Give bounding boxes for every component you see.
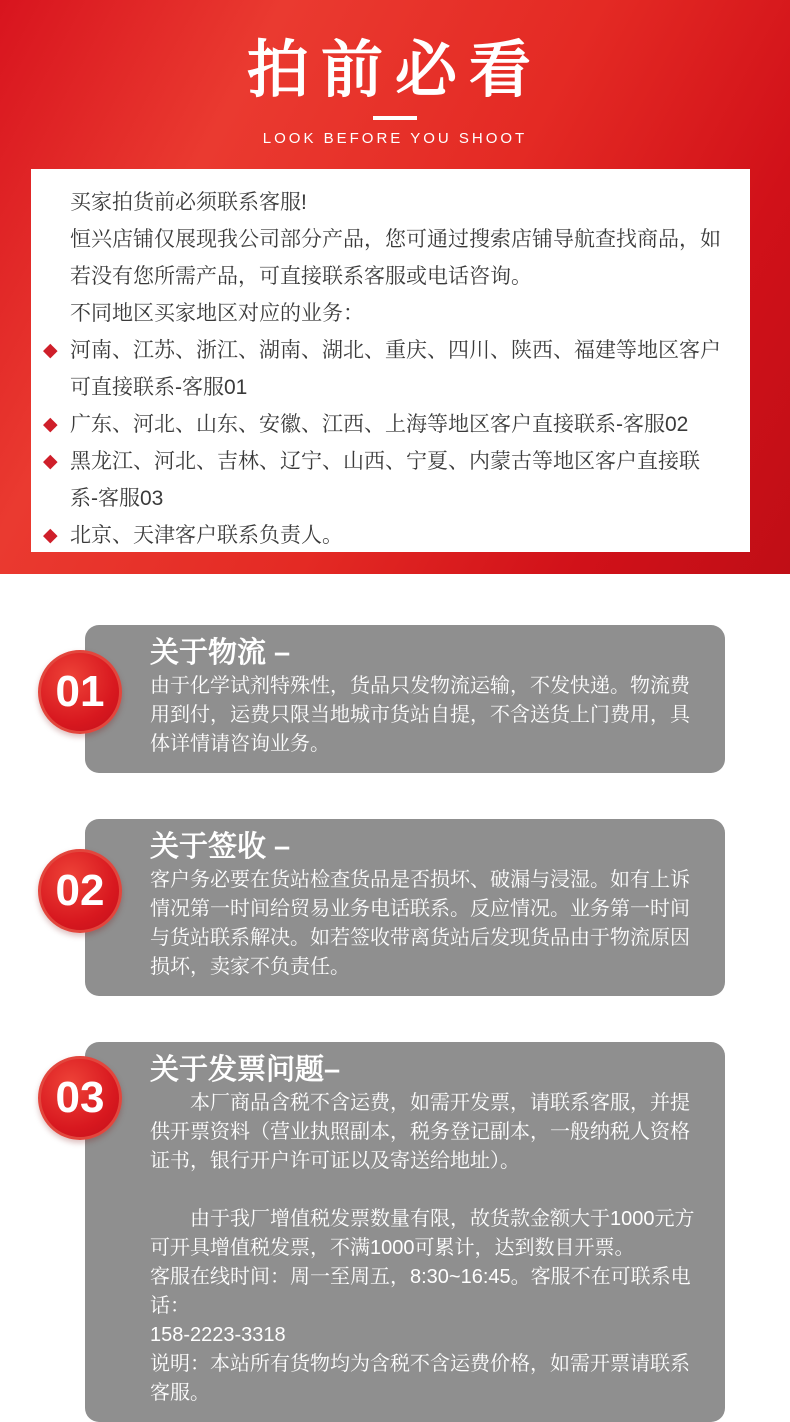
diamond-bullet-icon: ◆ — [43, 451, 58, 472]
region-bullet-text: 黑龙江、河北、吉林、辽宁、山西、宁夏、内蒙古等地区客户直接联系-客服03 — [70, 450, 700, 510]
section-box-invoice — [85, 1042, 725, 1422]
title-divider — [373, 116, 417, 120]
page-title: 拍前必看 — [246, 36, 543, 105]
section-body-text: 客服在线时间：周一至周五，8:30~16:45。客服不在可联系电话： — [150, 1266, 691, 1317]
region-bullet-text: 广东、河北、山东、安徽、江西、上海等地区客户直接联系-客服02 — [70, 413, 689, 436]
region-bullet-item — [31, 517, 724, 554]
section-body-text: 由于我厂增值税发票数量有限，故货款金额大于1000元方可开具增值税发票，不满1000可累计，达到数目开票。 — [150, 1208, 695, 1259]
section-title: 关于发票问题– — [150, 1054, 341, 1086]
section-number-badge: 02 — [38, 849, 122, 933]
section-body-text: 由于化学试剂特殊性，货品只发物流运输，不发快递。物流费用到付，运费只限当地城市货站自提，不含送货上门费用，具体详情请咨询业务。 — [150, 675, 690, 755]
region-bullet-item — [31, 332, 724, 406]
section-receipt — [55, 819, 725, 996]
hero-banner — [0, 0, 790, 574]
diamond-bullet-icon: ◆ — [43, 340, 58, 361]
service-phone-number: 158-2223-3318 — [150, 1324, 286, 1346]
section-body-text: 说明：本站所有货物均为含税不含运费价格，如需开票请联系客服。 — [150, 1353, 690, 1404]
notice-line: 不同地区买家地区对应的业务： — [70, 302, 364, 325]
notice-line: 买家拍货前必须联系客服! — [70, 191, 307, 214]
section-title: 关于签收 – — [150, 831, 291, 863]
section-invoice — [55, 1042, 725, 1422]
section-box-logistics — [85, 625, 725, 773]
section-number-badge: 03 — [38, 1056, 122, 1140]
region-bullet-text: 河南、江苏、浙江、湖南、湖北、重庆、四川、陕西、福建等地区客户可直接联系-客服01 — [70, 339, 721, 399]
section-body-text: 客户务必要在货站检查货品是否损坏、破漏与浸湿。如有上诉情况第一时间给贸易业务电话联系。反应情况。业务第一时间与货站联系解决。如若签收带离货站后发现货品由于物流原因损坏，卖家不负责任。 — [150, 869, 690, 978]
diamond-bullet-icon: ◆ — [43, 414, 58, 435]
page-subtitle: LOOK BEFORE YOU SHOOT — [262, 130, 528, 147]
buyer-notice-card — [31, 169, 750, 552]
section-body-text: 本厂商品含税不含运费，如需开发票，请联系客服，并提供开票资料（营业执照副本，税务登记副本，一般纳税人资格证书，银行开户许可证以及寄送给地址）。 — [150, 1092, 690, 1172]
section-title: 关于物流 – — [150, 637, 291, 669]
diamond-bullet-icon: ◆ — [43, 525, 58, 546]
section-box-receipt — [85, 819, 725, 996]
region-bullet-item — [31, 406, 724, 443]
notice-line: 恒兴店铺仅展现我公司部分产品，您可通过搜索店铺导航查找商品，如若没有您所需产品，可直接联系客服或电话咨询。 — [70, 228, 721, 288]
section-logistics — [55, 625, 725, 773]
region-bullet-text: 北京、天津客户联系负责人。 — [70, 524, 343, 547]
region-bullet-item — [31, 443, 724, 517]
info-sections — [0, 574, 790, 1422]
section-number-badge: 01 — [38, 650, 122, 734]
